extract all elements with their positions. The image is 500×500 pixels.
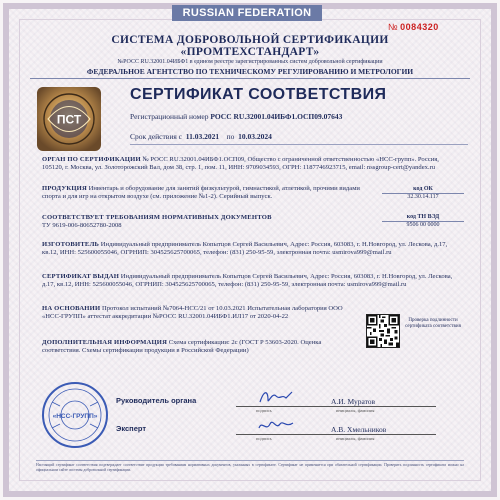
certification-body-heading: ОРГАН ПО СЕРТИФИКАЦИИ	[42, 156, 141, 163]
agency-name: ФЕДЕРАЛЬНОЕ АГЕНТСТВО ПО ТЕХНИЧЕСКОМУ РЕГУЛИРОВАНИЮ И МЕТРОЛОГИИ	[30, 67, 470, 79]
expert-role-label: Эксперт	[116, 424, 147, 433]
basis-section	[42, 305, 352, 322]
country-banner: RUSSIAN FEDERATION	[172, 5, 322, 21]
serial-number	[388, 22, 439, 32]
manufacturer-section	[42, 241, 456, 258]
ok-code-box	[382, 186, 464, 201]
tn-code-box	[382, 214, 464, 229]
product-heading: ПРОДУКЦИЯ	[42, 185, 87, 192]
serial-prefix: №	[388, 22, 398, 32]
issued-to-text: Индивидуальный предприниматель Копытцов Сергей Васильевич, Адрес: Россия, 603083, г. Н.Новгород, ул. Лескова, д.17, кв.12, ИНН: 525600055046, ОГРНИП: 304525625700065, телефон: (831) 250-95-59, электронная почта: usmirova999@mail.ru	[42, 273, 453, 289]
ok-code-value: 32.30.14.117	[407, 194, 439, 200]
head-signature-icon	[256, 386, 296, 408]
issued-to-section	[42, 273, 456, 290]
head-name: А.И. Муратов	[331, 397, 376, 406]
header-divider	[130, 144, 468, 145]
registration-label: Регистрационный номер	[130, 112, 209, 121]
expert-signature-row	[116, 424, 466, 446]
registration-value: РОСС RU.32001.04ИБФ1.ОСП09.07643	[210, 112, 343, 121]
organization-stamp-icon	[40, 380, 110, 450]
registration-number	[130, 112, 470, 121]
additional-info-text: Схема сертификации: 2с (ГОСТ Р 53603-2020. Оценка соответствия. Схемы сертификации продукции в Российской Федерации)	[42, 339, 322, 355]
product-section	[42, 185, 372, 202]
issued-to-heading: СЕРТИФИКАТ ВЫДАН	[42, 273, 120, 280]
conformity-section	[42, 214, 372, 231]
head-role-label: Руководитель органа	[116, 396, 197, 405]
system-title-line2: «ПРОМТЕХСТАНДАРТ»	[180, 46, 320, 58]
system-title-line1: СИСТЕМА ДОБРОВОЛЬНОЙ СЕРТИФИКАЦИИ	[111, 34, 389, 46]
tn-code-label: код ТН ВЭД	[382, 214, 464, 222]
expert-signature-icon	[256, 414, 296, 436]
footer-note: Настоящий сертификат соответствия подтверждает соответствие продукции требованиям нормативных документов, указанных в сертификате. Сертификат не применяется при обязательной сертификации. Проверить подлинность сертификата можно на официальном сайте системы добровольной сертификации.	[36, 460, 464, 472]
expert-name: А.В. Хмельников	[331, 425, 387, 434]
manufacturer-heading: ИЗГОТОВИТЕЛЬ	[42, 241, 100, 248]
validity-from: 11.03.2021	[185, 132, 220, 141]
expert-name-caption: инициалы, фамилия	[336, 436, 375, 441]
emblem-text: ПСТ	[56, 112, 82, 127]
validity-period	[130, 132, 470, 141]
qr-caption: Проверка подлинности сертификата соответствия	[405, 318, 461, 329]
serial-value: 0084320	[400, 22, 439, 32]
qr-code-icon[interactable]	[366, 314, 400, 348]
certification-emblem-icon	[34, 84, 104, 154]
product-text: Инвентарь и оборудование для занятий физкультурой, гимнастикой, атлетикой, прочими видами спорта и для игр на открытом воздухе (см. приложение №1-2). Серийный выпуск.	[42, 185, 360, 201]
validity-to-label: по	[226, 132, 235, 141]
expert-sign-caption: подпись	[256, 436, 272, 441]
system-title	[40, 34, 460, 58]
validity-to: 10.03.2024	[238, 132, 272, 141]
head-sign-caption: подпись	[256, 408, 272, 413]
tn-code-value: 9506 00 0000	[406, 222, 440, 228]
certification-body-text: № РОСС RU.32001.04ИБФ1.ОСП09, Общество с ограниченной ответственностью «НСС-групп». Россия, 105120, г. Москва, ул. Золоторожский Вал, дом 38, стр. 1, пом. 11, ИНН: 9709034593, ОГРН: 1187746923715, email: nssgroup-cert@yandex.ru	[42, 156, 439, 172]
ok-code-label: код ОК	[382, 186, 464, 194]
additional-info-section	[42, 339, 352, 356]
validity-label: Срок действия с	[130, 132, 182, 141]
certificate-title: СЕРТИФИКАТ СООТВЕТСТВИЯ	[130, 86, 387, 103]
additional-info-heading: ДОПОЛНИТЕЛЬНАЯ ИНФОРМАЦИЯ	[42, 339, 168, 346]
basis-text: Протокол испытаний №7064-НСС/21 от 10.03.2021 Испытательная лаборатория ООО «НСС-ГРУПП» аттестат аккредитации №РОСС RU.32001.04ИБФ1.ИЛ17 от 2020-04-22	[42, 305, 343, 321]
head-name-caption: инициалы, фамилия	[336, 408, 375, 413]
system-registry-line: №РОСС RU.32001.04ИБФ1 в едином реестре зарегистрированных систем добровольной сертификации	[117, 59, 383, 65]
stamp-text: «НСС-ГРУПП»	[52, 413, 98, 420]
manufacturer-text: Индивидуальный предприниматель Копытцов Сергей Васильевич, Адрес: Россия, 603083, г. Н.Новгород, ул. Лескова, д.17, кв.12, ИНН: 525600055046, ОГРНИП: 304525625700065, телефон: (831) 250-95-59, электронная почта: usmirova999@mail.ru	[42, 241, 448, 257]
basis-heading: НА ОСНОВАНИИ	[42, 305, 101, 312]
certification-body-section	[42, 156, 456, 173]
conformity-text: ТУ 9619-006-80652780-2008	[42, 222, 122, 230]
conformity-heading: СООТВЕТСТВУЕТ ТРЕБОВАНИЯМ НОРМАТИВНЫХ ДОКУМЕНТОВ	[42, 214, 272, 221]
